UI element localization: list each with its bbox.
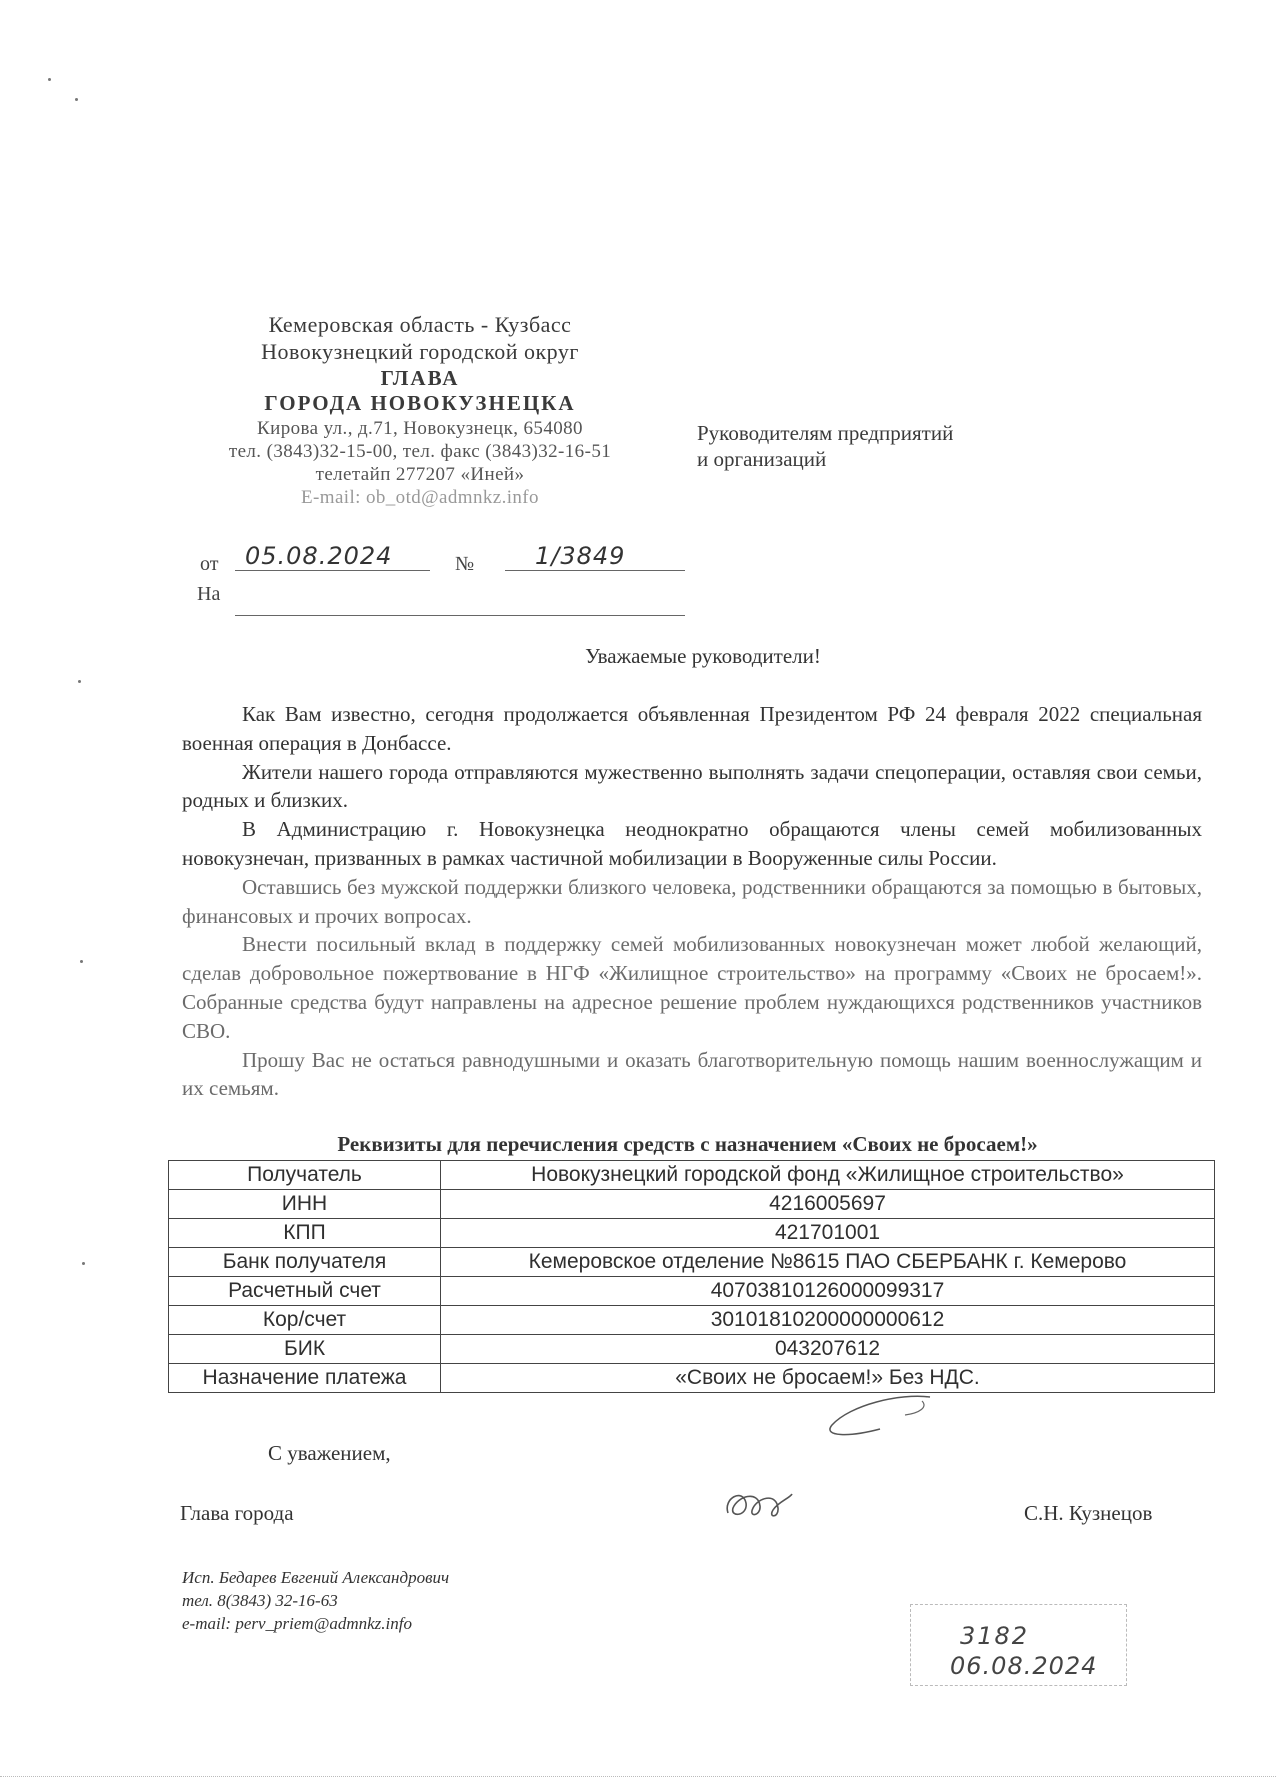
registration-date: 06.08.2024 bbox=[950, 1652, 1098, 1680]
letterhead-district: Новокузнецкий городской округ bbox=[261, 338, 579, 364]
scan-speck bbox=[48, 78, 51, 81]
addressee-line-1: Руководителям предприятий bbox=[697, 421, 954, 445]
table-cell-value: 043207612 bbox=[441, 1335, 1215, 1364]
scan-bottom-edge bbox=[0, 1776, 1276, 1777]
letterhead-region: Кемеровская область - Кузбасс bbox=[268, 312, 572, 337]
executor-phone: тел. 8(3843) 32-16-63 bbox=[182, 1591, 338, 1610]
letterhead-teletype: телетайп 277207 «Иней» bbox=[315, 464, 525, 486]
executor-email: e-mail: perv_priem@admnkz.info bbox=[182, 1614, 412, 1633]
scan-speck bbox=[75, 98, 78, 101]
ref-date-field bbox=[235, 542, 430, 571]
ref-number-label: № bbox=[455, 553, 475, 575]
table-cell-key: БИК bbox=[169, 1335, 441, 1364]
paragraph: Внести посильный вклад в поддержку семей мобилизованных новокузнечан может любой желающий, сделав добровольное пожертвование в НГФ «Жилищное строительство» на программу «Своих не бросаем!». Собранные средства будут направлены на адресное решение проблем нуждающихся родственников участников СВО. bbox=[182, 932, 1202, 1043]
table-cell-value: Новокузнецкий городской фонд «Жилищное строительство» bbox=[441, 1161, 1215, 1190]
paragraph: Оставшись без мужской поддержки близкого человека, родственники обращаются за помощью в бытовых, финансовых и прочих вопросах. bbox=[182, 874, 1202, 928]
addressee bbox=[697, 420, 953, 473]
handwritten-signature bbox=[718, 1478, 798, 1528]
ref-reply-label: На bbox=[197, 583, 221, 605]
salutation: Уважаемые руководители! bbox=[585, 644, 821, 668]
table-row bbox=[169, 1248, 1215, 1277]
signature-role: Глава города bbox=[180, 1501, 294, 1525]
table-cell-key: Банк получателя bbox=[169, 1248, 441, 1277]
table-cell-key: Расчетный счет bbox=[169, 1277, 441, 1306]
addressee-line-2: и организаций bbox=[697, 447, 827, 472]
paragraph: Жители нашего города отправляются мужественно выполнять задачи спецоперации, оставляя свои семьи, родных и близких. bbox=[182, 759, 1202, 813]
letterhead-address: Кирова ул., д.71, Новокузнецк, 654080 bbox=[257, 417, 583, 439]
signature-flourish bbox=[810, 1385, 940, 1445]
table-cell-key: Назначение платежа bbox=[169, 1364, 441, 1393]
scan-speck bbox=[82, 1262, 85, 1265]
executor-info bbox=[182, 1566, 449, 1635]
table-cell-value: Кемеровское отделение №8615 ПАО СБЕРБАНК г. Кемерово bbox=[441, 1248, 1215, 1277]
paragraph: В Администрацию г. Новокузнецка неоднократно обращаются члены семей мобилизованных новокузнечан, призванных в рамках частичной мобилизации в Вооруженные силы России. bbox=[182, 817, 1202, 870]
ref-from-label: от bbox=[200, 553, 219, 575]
table-cell-value: 421701001 bbox=[441, 1219, 1215, 1248]
executor-name: Исп. Бедарев Евгений Александрович bbox=[182, 1568, 450, 1587]
table-cell-value: 4216005697 bbox=[441, 1190, 1215, 1219]
table-cell-key: Получатель bbox=[169, 1161, 441, 1190]
ref-date: 05.08.2024 bbox=[245, 542, 393, 570]
table-cell-value: 40703810126000099317 bbox=[441, 1277, 1215, 1306]
scan-speck bbox=[80, 960, 83, 963]
letterhead-phones: тел. (3843)32-15-00, тел. факс (3843)32-16-51 bbox=[228, 441, 612, 463]
signature-name: С.Н. Кузнецов bbox=[1024, 1501, 1153, 1525]
table-row bbox=[169, 1335, 1215, 1364]
ref-number: 1/3849 bbox=[535, 542, 626, 570]
ref-reply-field bbox=[235, 585, 685, 616]
requisites-title: Реквизиты для перечисления средств с назначением «Своих не бросаем!» bbox=[337, 1132, 1038, 1156]
scan-speck bbox=[78, 680, 81, 683]
letterhead-title-1: ГЛАВА bbox=[380, 365, 460, 390]
ref-number-field bbox=[505, 542, 685, 571]
table-row bbox=[169, 1364, 1215, 1393]
table-row bbox=[169, 1190, 1215, 1219]
paragraph: Прошу Вас не остаться равнодушными и оказать благотворительную помощь нашим военнослужащим и их семьям. bbox=[182, 1047, 1202, 1101]
table-cell-key: ИНН bbox=[169, 1190, 441, 1219]
table-row bbox=[169, 1161, 1215, 1190]
requisites-table bbox=[168, 1160, 1215, 1393]
table-row bbox=[169, 1306, 1215, 1335]
table-cell-key: КПП bbox=[169, 1219, 441, 1248]
letterhead bbox=[200, 312, 640, 510]
closing: С уважением, bbox=[268, 1441, 391, 1465]
paragraph: Как Вам известно, сегодня продолжается объявленная Президентом РФ 24 февраля 2022 специальная военная операция в Донбассе. bbox=[182, 702, 1202, 755]
letter-body bbox=[182, 700, 1202, 1103]
table-cell-value: «Своих не бросаем!» Без НДС. bbox=[441, 1364, 1215, 1393]
table-cell-value: 30101810200000000612 bbox=[441, 1306, 1215, 1335]
table-row bbox=[169, 1219, 1215, 1248]
letterhead-email: E-mail: ob_otd@admnkz.info bbox=[301, 487, 539, 509]
table-row bbox=[169, 1277, 1215, 1306]
table-cell-key: Кор/счет bbox=[169, 1306, 441, 1335]
registration-number: 3182 bbox=[960, 1622, 1030, 1650]
letterhead-title-2: ГОРОДА НОВОКУЗНЕЦКА bbox=[264, 391, 576, 416]
